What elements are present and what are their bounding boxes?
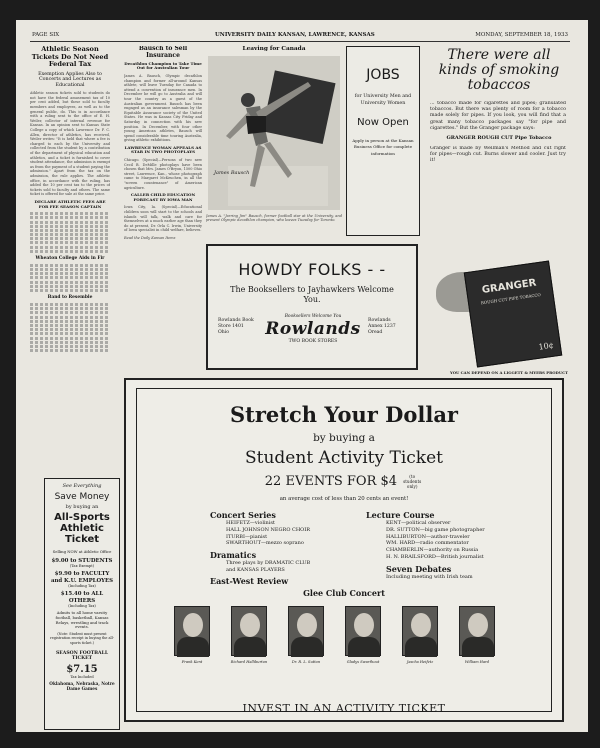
dramatics-title: Dramatics (210, 550, 257, 561)
lecture-list (366, 520, 516, 561)
jobs-apply: Apply in person at the Kansan Business Office for complete information (352, 138, 414, 156)
store-right: Rowlands Annex 1237 Oread (368, 318, 396, 335)
article-season-tickets (30, 46, 110, 474)
list-item: SWARTHOUT—mezzo soprano (226, 540, 304, 547)
ad-sub: Selling NOW at Athletic Office (52, 549, 112, 554)
page-number: PAGE SIX (32, 32, 60, 38)
ad-admits: Admits to all home varsity football, basketball, Kansas Relays, wrestling and track events. (55, 610, 109, 630)
athlete-figure (208, 56, 340, 210)
logo-small: Booksellers Welcome You (284, 314, 342, 319)
jobs-title: JOBS (366, 67, 400, 83)
photo-caption-top: Leaving for Canada (242, 46, 306, 52)
jobs-open: Now Open (357, 117, 409, 128)
subhead-3: CALLER CHILD EDUCATION FORECAST BY IOWA MAN (130, 192, 196, 202)
price-value: $9.00 to STUDENTS (51, 558, 113, 564)
portrait-photo (288, 606, 324, 656)
subhead-2: LAWRENCE WOMAN APPEALS AS STAR IN TWO PHOTOPLAYS (124, 144, 202, 155)
article-footer: Read the Daily Kansan Items (124, 235, 176, 240)
price-value: $9.90 to FACULTY and K.U. EMPLOYES (50, 571, 114, 584)
ad-ticket-name: All-Sports Athletic Ticket (54, 512, 110, 545)
subhead: Decathlon Champion to Take Time Out for Australian Tour (124, 60, 202, 71)
portrait-photo (231, 606, 267, 656)
masthead (30, 30, 570, 42)
portrait-photo (174, 606, 210, 656)
photo-feature (206, 46, 342, 236)
howdy-sub: The Booksellers to Jayhawkers Welcome You. (230, 285, 394, 304)
list-item: CHAMBERLIN—authority on Russia (386, 547, 479, 554)
lecture-title: Lecture Course (366, 510, 435, 520)
athlete-photo (208, 56, 340, 210)
headline: Bausch to Sell Insurance (138, 46, 188, 59)
concert-title: Concert Series (210, 510, 276, 520)
lecture-course (366, 510, 516, 580)
debates-body: Including meeting with Irish team (386, 573, 473, 580)
concert-series (210, 510, 340, 586)
pouch-icon (464, 260, 563, 367)
football-label: SEASON FOOTBALL TICKET (55, 650, 109, 662)
article-body-2 (30, 212, 110, 253)
events-note: (to students only) (403, 474, 422, 489)
photo-caption: James A. "Jarring Jim" Bausch, former football star at the University, and present Olympic decathlon champion, who leaves Tuesday for Toronto. (206, 214, 342, 223)
list-item: HEIFETZ—violinist (226, 520, 275, 526)
all-sports-ad (44, 478, 120, 730)
activity-ticket-ad (124, 378, 564, 722)
activity-ticket: Student Activity Ticket (245, 448, 443, 468)
jobs-ad (346, 46, 420, 236)
concert-list (210, 520, 340, 547)
ad-note: (Note: Student must present registration receipt in buying the all-sports ticket.) (50, 632, 114, 645)
article-body-2: Chicago. (Special)—Persons of two new Cecil B. DeMille photoplays have been chosen that Mrs. James O'Bryon, 1500 Ohio street, Lawrence, Kan., whose photograph came to Margaret McKeuchen, in all the "screen countenance" of American agriculture. (124, 158, 202, 190)
ad-save: Save Money (54, 492, 110, 502)
list-item: ITURBI—pianist (226, 533, 268, 540)
price-note: (Including Tax) (68, 584, 96, 589)
list-item: HALLIBURTON—author-traveler (386, 533, 470, 540)
portrait-photo (402, 606, 438, 656)
logo-sub: TWO BOOK STORES (288, 339, 338, 344)
paper-title: UNIVERSITY DAILY KANSAN, LAWRENCE, KANSAS (215, 32, 375, 38)
price-note: (Including Tax) (68, 604, 96, 609)
rowlands-ad (206, 244, 418, 370)
granger-headline: There were all kinds of smoking tobaccos (438, 47, 560, 93)
rowlands-logo (262, 314, 364, 358)
ad-intro: See Everything (62, 483, 102, 489)
eastwest-title: East-West Review (210, 576, 289, 586)
activity-footer: INVEST IN AN ACTIVITY TICKET (242, 702, 446, 715)
portrait-caption: Richard Halliburton (230, 660, 268, 664)
logo-name: Rowlands (265, 319, 361, 339)
article-bausch (124, 46, 202, 372)
football-games: Oklahoma, Nebraska, Notre Dame Games (49, 680, 115, 691)
glee-title: Glee Club Concert (303, 588, 385, 598)
subhead-3: Wheaton College Aids in Fir (35, 255, 105, 261)
article-body: Athletic season tickets sold to students do not have the federal amusement tax of 10 per cent added, but these sold to faculty members and employees, as well as to the general public, do. This is in accordance with a ruling sent to the office of E. H. Weiler, collector of internal revenue for Kansas. In an opinion sent to Kansas State College a copy of which Lawrence Dr. F. C. Allen, director of athletics, has received, Weiler writes: "It is held that where a fee is charged to each by the University and collected from the student by a contribution of the department of physical education and athletics, and a ticket is furnished to cover student attendance, the admission is exempt as from the payment of a student paying the admission." Apart from the tax on the admission, the rule applies. The athletic office, in accordance with the ruling, has added the 10 per cent tax to the prices of tickets sold to faculty and others. The same ticket is offered for sale at the same price. (30, 91, 110, 197)
debates-title: Seven Debates (386, 563, 452, 574)
howdy-title: HOWDY FOLKS - - (238, 260, 386, 279)
article-body-3: Iowa City, Ia. (Special)—Educational children soon will start to the schools and islands will talk, walk and care for themselves at a much earlier age than they do at present, Dr. Orla C. Irwin, University of Iowa specialist in child welfare, believes. (124, 205, 202, 233)
store-left: Rowlands Book Store 1401 Ohio (218, 318, 254, 335)
granger-body-2: Granger is made by Wellman's Method and cut right for pipes—rough cut. Burns slower and cooler. Just try it! (430, 145, 566, 164)
portrait-caption: Jascha Heifetz (406, 660, 434, 664)
pouch-brand: GRANGER (481, 277, 538, 297)
price-list (49, 558, 115, 608)
subhead-4: Band to Resemble (47, 295, 93, 300)
autograph: James Bausch (214, 170, 250, 176)
price-item (49, 591, 115, 608)
portrait-caption: Frank Kent (181, 660, 203, 664)
list-item: DR. SUTTON—big game photographer (386, 526, 485, 533)
portrait-caption: Dr. R. L. Sutton (291, 660, 321, 664)
headline: Athletic Season Tickets Do Not Need Federal Tax (31, 46, 109, 69)
football-tax: Tax Included (70, 674, 94, 679)
granger-ad (430, 48, 568, 378)
article-body-3 (30, 264, 110, 292)
portrait-caption: William Hard (464, 660, 490, 664)
list-item: H. N. BRAILSFORD—British journalist (386, 553, 484, 560)
portrait-photo (345, 606, 381, 656)
subhead: Exemption Applies Also to Concerts and Lectures as Educational (38, 71, 102, 88)
subhead-2: DECLARE ATHLETIC FEES ARE FOR FEE SEASON CAPTAIN (34, 198, 106, 209)
football-price: $7.15 (66, 663, 98, 675)
granger-footer: YOU CAN DEPEND ON A LIGGETT & MYERS PRODUCT (449, 370, 568, 375)
jobs-sub: for University Men and University Women (354, 94, 412, 106)
portrait-photo (459, 606, 495, 656)
list-item: KENT—political observer (386, 520, 451, 526)
article-body: James A. Bausch, Olympic decathlon champion and former all-around Kansas athlete, will leave Tuesday for Canada to attend a convention of insurance men. In December he will go to Australia and will tour the country as a guest of the Australian government. Bausch has been engaged as an insurance salesman by the Equitable Assurance society of the United States. He was in Kansas City Friday and Saturday in connection with his new position. In December, with four other young American athletes, Bausch will spend considerable time touring Australia, giving athletic exhibitions. (124, 73, 202, 143)
ad-by: by buying an (65, 504, 99, 510)
price-item (49, 571, 115, 588)
list-item: WM. HARD—radio commentator (386, 540, 469, 547)
list-item: HALL JOHNSON NEGRO CHOIR (226, 526, 311, 533)
price-value: $15.40 to ALL OTHERS (60, 591, 104, 604)
article-body-4 (30, 303, 110, 352)
pouch-sub: ROUGH CUT PIPE TOBACCO (480, 291, 542, 306)
granger-body: ... tobacco made for cigarettes and pipes; granulated tobaccos. But there was plenty of room for a tobacco made solely for pipes. If you look, you will find that a great many tobacco packages say "for pipe and cigarettes." But the Granger package says: (430, 101, 566, 131)
tobacco-pouch-image (434, 262, 564, 366)
portrait-caption: Gladys Swarthout (346, 660, 380, 664)
price-item (49, 558, 115, 568)
dramatics-body: Three plays by DRAMATIC CLUB and KANSAS PLAYERS (226, 560, 311, 573)
activity-title: Stretch Your Dollar (229, 402, 459, 427)
granger-tag: GRANGER ROUGH CUT Pipe Tobacco (446, 135, 552, 142)
activity-events: 22 EVENTS FOR $4 (to students only) (264, 474, 422, 489)
activity-cost: an average cost of less than 20 cents an event! (279, 496, 409, 502)
price-note: (Tax Exempt) (69, 564, 95, 569)
issue-date: MONDAY, SEPTEMBER 18, 1933 (475, 32, 568, 38)
activity-by: by buying a (313, 432, 375, 444)
pouch-price: 10¢ (537, 340, 555, 352)
